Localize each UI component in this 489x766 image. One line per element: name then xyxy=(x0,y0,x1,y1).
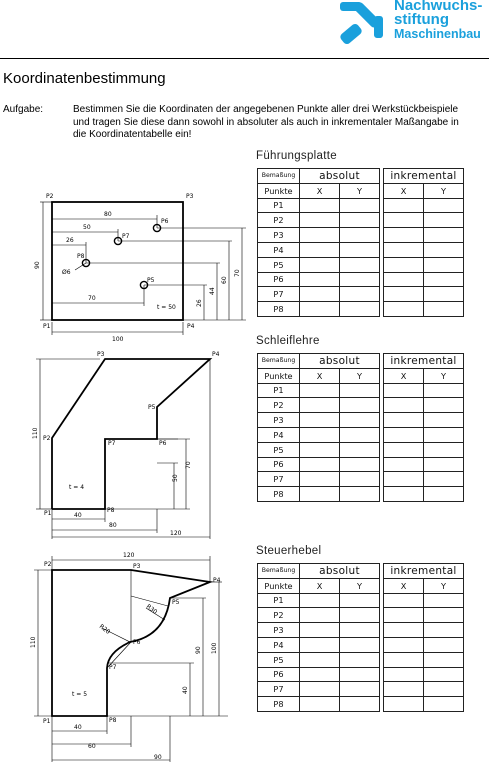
input-cell[interactable] xyxy=(384,257,424,272)
point-label: P2 xyxy=(46,193,54,200)
point-label: P5 xyxy=(172,599,180,606)
header-x: X xyxy=(300,183,340,198)
point-label: P4 xyxy=(187,323,195,330)
coordinates-table-inkremental-schleiflehre xyxy=(383,353,464,502)
input-cell[interactable] xyxy=(300,413,340,428)
point-cell: P6 xyxy=(258,272,300,287)
input-cell[interactable] xyxy=(300,427,340,442)
input-cell[interactable] xyxy=(340,593,380,608)
dimension-label: Ø6 xyxy=(62,269,71,276)
input-cell[interactable] xyxy=(340,637,380,652)
dimension-label: 70 xyxy=(88,295,96,302)
input-cell[interactable] xyxy=(424,272,464,287)
point-label: P5 xyxy=(148,404,156,411)
input-cell[interactable] xyxy=(340,213,380,228)
point-label: P8 xyxy=(77,253,85,260)
input-cell[interactable] xyxy=(424,652,464,667)
input-cell[interactable] xyxy=(340,242,380,257)
input-cell[interactable] xyxy=(424,427,464,442)
task-label: Aufgabe: xyxy=(3,104,44,115)
input-cell[interactable] xyxy=(300,608,340,623)
point-cell: P8 xyxy=(258,487,300,502)
point-cell: P3 xyxy=(258,228,300,243)
input-cell[interactable] xyxy=(384,637,424,652)
dimension-label: 60 xyxy=(88,743,96,750)
coordinates-table-absolut-fuehrungsplatte xyxy=(257,168,380,317)
input-cell[interactable] xyxy=(424,637,464,652)
point-cell: P3 xyxy=(258,623,300,638)
header-y: Y xyxy=(424,578,464,593)
header-y: Y xyxy=(340,368,380,383)
nachwuchsstiftung-logo xyxy=(338,0,489,50)
header-y: Y xyxy=(424,183,464,198)
input-cell[interactable] xyxy=(424,442,464,457)
input-cell[interactable] xyxy=(340,608,380,623)
point-cell: P2 xyxy=(258,608,300,623)
coordinates-table-absolut-steuerhebel xyxy=(257,563,380,712)
point-cell: P8 xyxy=(258,302,300,317)
point-label: P1 xyxy=(43,323,51,330)
point-cell: P4 xyxy=(258,637,300,652)
input-cell[interactable] xyxy=(340,472,380,487)
header-x: X xyxy=(384,368,424,383)
coordinates-table-absolut-schleiflehre xyxy=(257,353,380,502)
point-label: P3 xyxy=(97,351,105,358)
input-cell[interactable] xyxy=(384,383,424,398)
input-cell[interactable] xyxy=(300,652,340,667)
input-cell[interactable] xyxy=(300,198,340,213)
input-cell[interactable] xyxy=(384,593,424,608)
input-cell[interactable] xyxy=(424,457,464,472)
input-cell[interactable] xyxy=(384,667,424,682)
dimension-label: 50 xyxy=(172,474,179,482)
page-title: Koordinatenbestimmung xyxy=(3,70,166,87)
input-cell[interactable] xyxy=(424,623,464,638)
dimension-label: R20 xyxy=(97,623,112,636)
header-absolut: absolut xyxy=(300,354,380,369)
input-cell[interactable] xyxy=(424,682,464,697)
point-cell: P6 xyxy=(258,667,300,682)
point-cell: P5 xyxy=(258,652,300,667)
header-inkremental: inkremental xyxy=(384,564,464,579)
dimension-label: 40 xyxy=(182,686,189,694)
header-punkte: Punkte xyxy=(258,578,300,593)
header-x: X xyxy=(384,578,424,593)
input-cell[interactable] xyxy=(300,593,340,608)
input-cell[interactable] xyxy=(340,383,380,398)
input-cell[interactable] xyxy=(384,302,424,317)
header-x: X xyxy=(384,183,424,198)
point-label: P8 xyxy=(107,507,115,514)
point-cell: P1 xyxy=(258,198,300,213)
coordinates-table-inkremental-fuehrungsplatte xyxy=(383,168,464,317)
input-cell[interactable] xyxy=(340,623,380,638)
dimension-label: 80 xyxy=(109,522,117,529)
point-cell: P7 xyxy=(258,472,300,487)
input-cell[interactable] xyxy=(300,257,340,272)
point-label: P8 xyxy=(109,717,117,724)
input-cell[interactable] xyxy=(340,272,380,287)
header-punkte: Punkte xyxy=(258,368,300,383)
point-cell: P5 xyxy=(258,257,300,272)
dimension-label: 40 xyxy=(74,724,82,731)
input-cell[interactable] xyxy=(300,287,340,302)
point-cell: P8 xyxy=(258,697,300,712)
header-x: X xyxy=(300,578,340,593)
dimension-label: 50 xyxy=(83,224,91,231)
section-title-steuerhebel: Steuerhebel xyxy=(256,545,322,557)
input-cell[interactable] xyxy=(424,257,464,272)
dimension-label: 90 xyxy=(154,754,162,761)
input-cell[interactable] xyxy=(300,398,340,413)
dimension-label: 120 xyxy=(170,530,182,537)
dimension-label: 60 xyxy=(221,276,228,284)
point-cell: P7 xyxy=(258,682,300,697)
input-cell[interactable] xyxy=(300,228,340,243)
dimension-label: 100 xyxy=(112,336,124,343)
input-cell[interactable] xyxy=(384,228,424,243)
point-cell: P7 xyxy=(258,287,300,302)
header-x: X xyxy=(300,368,340,383)
point-label: P1 xyxy=(43,718,51,725)
input-cell[interactable] xyxy=(384,457,424,472)
header-inkremental: inkremental xyxy=(384,354,464,369)
input-cell[interactable] xyxy=(384,697,424,712)
input-cell[interactable] xyxy=(300,623,340,638)
dimension-label: 100 xyxy=(211,642,218,654)
task-text: Bestimmen Sie die Koordinaten der angegebenen Punkte aller drei Werkstückbeispiele und tragen Sie diese dann sowohl in absoluter als auch in inkrementaler Maßangabe in die Koordinatentabelle ein! xyxy=(73,104,459,141)
input-cell[interactable] xyxy=(340,442,380,457)
input-cell[interactable] xyxy=(424,413,464,428)
input-cell[interactable] xyxy=(384,213,424,228)
input-cell[interactable] xyxy=(384,413,424,428)
header-absolut: absolut xyxy=(300,169,380,184)
input-cell[interactable] xyxy=(424,487,464,502)
point-cell: P1 xyxy=(258,593,300,608)
input-cell[interactable] xyxy=(384,287,424,302)
dimension-label: R30 xyxy=(144,603,159,616)
input-cell[interactable] xyxy=(424,198,464,213)
point-label: P2 xyxy=(44,561,52,568)
input-cell[interactable] xyxy=(384,398,424,413)
dimension-label: 110 xyxy=(32,427,39,439)
input-cell[interactable] xyxy=(384,242,424,257)
input-cell[interactable] xyxy=(384,472,424,487)
input-cell[interactable] xyxy=(340,413,380,428)
input-cell[interactable] xyxy=(424,593,464,608)
header-inkremental: inkremental xyxy=(384,169,464,184)
drawing-steuerhebel xyxy=(0,548,250,766)
input-cell[interactable] xyxy=(384,272,424,287)
point-label: P7 xyxy=(108,440,116,447)
header-rule xyxy=(0,58,489,59)
input-cell[interactable] xyxy=(340,457,380,472)
drawing-fuehrungsplatte xyxy=(0,185,250,345)
point-label: P3 xyxy=(186,193,194,200)
input-cell[interactable] xyxy=(300,697,340,712)
point-cell: P4 xyxy=(258,242,300,257)
section-title-fuehrungsplatte: Führungsplatte xyxy=(256,150,337,162)
dimension-label: 80 xyxy=(104,211,112,218)
input-cell[interactable] xyxy=(300,383,340,398)
dimension-label: 70 xyxy=(234,269,241,277)
input-cell[interactable] xyxy=(340,652,380,667)
thickness-label: t = 50 xyxy=(157,304,176,311)
dimension-label: 44 xyxy=(209,287,216,295)
point-label: P5 xyxy=(147,277,155,284)
input-cell[interactable] xyxy=(384,487,424,502)
point-cell: P3 xyxy=(258,413,300,428)
point-label: P6 xyxy=(133,639,141,646)
dimension-label: 90 xyxy=(195,646,202,654)
point-cell: P4 xyxy=(258,427,300,442)
point-label: P3 xyxy=(133,563,141,570)
input-cell[interactable] xyxy=(340,487,380,502)
input-cell[interactable] xyxy=(300,442,340,457)
header-bemassung: Bemaßung xyxy=(258,169,300,184)
input-cell[interactable] xyxy=(424,667,464,682)
point-cell: P5 xyxy=(258,442,300,457)
input-cell[interactable] xyxy=(424,383,464,398)
point-cell: P1 xyxy=(258,383,300,398)
input-cell[interactable] xyxy=(424,302,464,317)
section-title-schleiflehre: Schleiflehre xyxy=(256,335,320,347)
input-cell[interactable] xyxy=(340,198,380,213)
header-bemassung: Bemaßung xyxy=(258,354,300,369)
point-cell: P2 xyxy=(258,213,300,228)
input-cell[interactable] xyxy=(340,302,380,317)
input-cell[interactable] xyxy=(340,697,380,712)
input-cell[interactable] xyxy=(424,608,464,623)
dimension-label: 26 xyxy=(196,299,203,307)
header-bemassung: Bemaßung xyxy=(258,564,300,579)
point-label: P1 xyxy=(44,510,52,517)
point-cell: P2 xyxy=(258,398,300,413)
input-cell[interactable] xyxy=(340,287,380,302)
header-y: Y xyxy=(424,368,464,383)
dimension-label: 26 xyxy=(66,237,74,244)
input-cell[interactable] xyxy=(424,287,464,302)
dimension-label: 90 xyxy=(34,261,41,269)
input-cell[interactable] xyxy=(340,228,380,243)
logo-line-1: Nachwuchs- xyxy=(394,0,483,14)
header-y: Y xyxy=(340,183,380,198)
thickness-label: t = 4 xyxy=(69,484,85,491)
input-cell[interactable] xyxy=(300,487,340,502)
input-cell[interactable] xyxy=(300,682,340,697)
input-cell[interactable] xyxy=(424,242,464,257)
input-cell[interactable] xyxy=(384,682,424,697)
input-cell[interactable] xyxy=(340,682,380,697)
input-cell[interactable] xyxy=(300,667,340,682)
input-cell[interactable] xyxy=(300,242,340,257)
header-absolut: absolut xyxy=(300,564,380,579)
drawing-schleiflehre xyxy=(0,345,250,540)
point-cell: P6 xyxy=(258,457,300,472)
dimension-label: 40 xyxy=(74,512,82,519)
input-cell[interactable] xyxy=(340,427,380,442)
input-cell[interactable] xyxy=(424,398,464,413)
input-cell[interactable] xyxy=(424,697,464,712)
input-cell[interactable] xyxy=(340,667,380,682)
header-y: Y xyxy=(340,578,380,593)
input-cell[interactable] xyxy=(300,302,340,317)
coordinates-table-inkremental-steuerhebel xyxy=(383,563,464,712)
header-punkte: Punkte xyxy=(258,183,300,198)
point-label: P6 xyxy=(161,218,169,225)
point-label: P6 xyxy=(159,440,167,447)
point-label: P4 xyxy=(213,577,221,584)
input-cell[interactable] xyxy=(300,272,340,287)
input-cell[interactable] xyxy=(300,637,340,652)
input-cell[interactable] xyxy=(424,228,464,243)
input-cell[interactable] xyxy=(340,257,380,272)
input-cell[interactable] xyxy=(384,442,424,457)
input-cell[interactable] xyxy=(300,472,340,487)
thickness-label: t = 5 xyxy=(72,691,88,698)
dimension-label: 70 xyxy=(185,461,192,469)
input-cell[interactable] xyxy=(340,398,380,413)
dimension-label: 110 xyxy=(30,636,37,648)
logo-line-2: stiftung xyxy=(394,11,449,28)
point-label: P7 xyxy=(109,664,117,671)
input-cell[interactable] xyxy=(424,472,464,487)
dimension-label: 120 xyxy=(123,552,135,559)
input-cell[interactable] xyxy=(300,213,340,228)
input-cell[interactable] xyxy=(384,427,424,442)
input-cell[interactable] xyxy=(384,608,424,623)
input-cell[interactable] xyxy=(300,457,340,472)
input-cell[interactable] xyxy=(384,623,424,638)
point-label: P2 xyxy=(43,435,51,442)
input-cell[interactable] xyxy=(424,213,464,228)
input-cell[interactable] xyxy=(384,652,424,667)
logo-line-3: Maschinenbau xyxy=(394,27,481,41)
point-label: P4 xyxy=(212,351,220,358)
arrow-logo-icon xyxy=(338,0,390,46)
point-label: P7 xyxy=(122,233,130,240)
input-cell[interactable] xyxy=(384,198,424,213)
